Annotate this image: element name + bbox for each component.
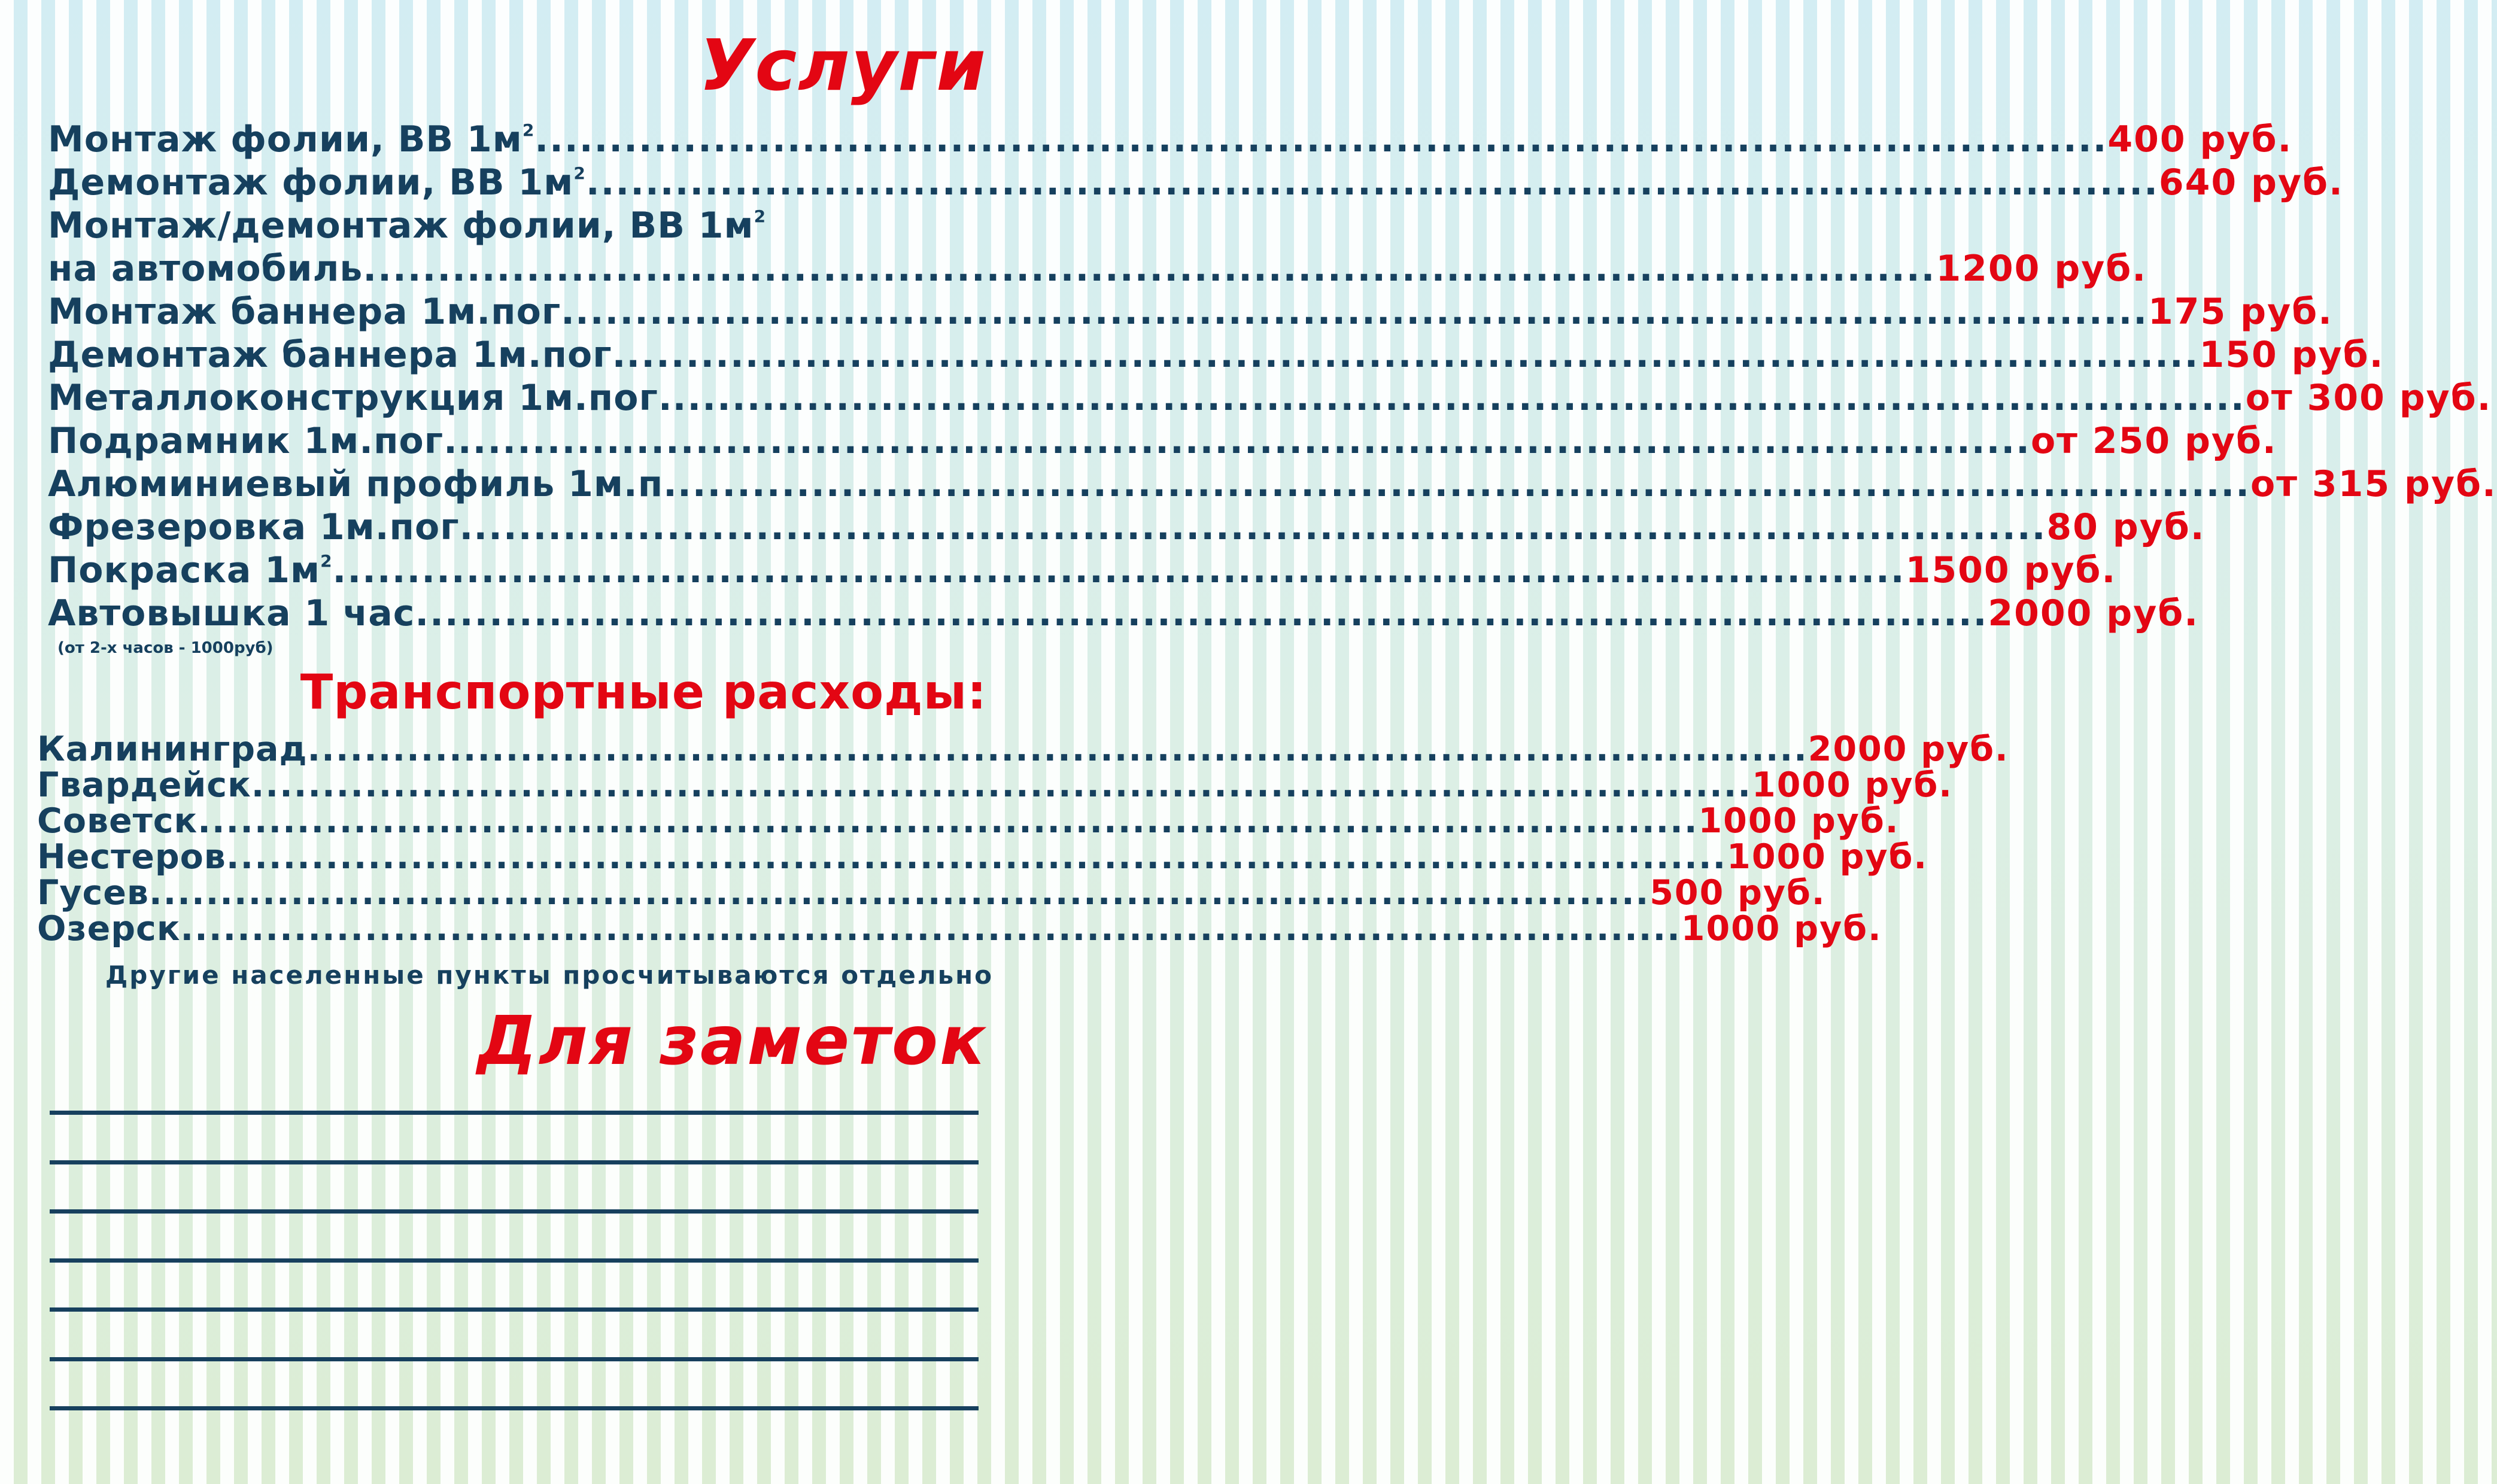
service-row [48, 549, 2117, 591]
transport-title: Транспортные расходы: [300, 664, 987, 720]
transport-price: 1000 руб. [1727, 837, 1928, 877]
transport-price: 500 руб. [1650, 873, 1826, 913]
note-line [50, 1357, 979, 1361]
service-price: от 250 руб. [2030, 420, 2277, 462]
leader-dots: .......................................................................................................... [149, 873, 1650, 913]
service-row [48, 162, 2344, 203]
service-label: Демонтаж баннера 1м.пог. [48, 334, 627, 376]
leader-dots: .......................................................................................................... [677, 463, 2251, 505]
service-price: 400 руб. [2107, 118, 2293, 160]
service-row [48, 592, 2200, 634]
service-label: Автовышка 1 час [48, 592, 415, 634]
note-line [50, 1307, 979, 1312]
leader-dots: .......................................................................................................... [332, 549, 1906, 591]
transport-row [37, 801, 1900, 841]
notes-title: Для заметок [477, 1002, 987, 1080]
service-row [48, 334, 2384, 376]
service-label: Монтаж баннера 1м.пог. [48, 291, 575, 333]
note-line [50, 1209, 979, 1214]
service-label: Демонтаж фолии, ВВ $1м^2$ [48, 162, 586, 203]
transport-row [37, 909, 1882, 948]
transport-row [37, 837, 1928, 877]
service-price: 1200 руб. [1936, 248, 2147, 290]
city-label: Калининград [37, 729, 308, 769]
leader-dots: .......................................................................................................... [575, 291, 2149, 333]
service-row [48, 377, 2492, 419]
service-price: 80 руб. [2046, 506, 2206, 548]
other-locations-note: Другие населенные пункты просчитываются отдельно [105, 960, 994, 990]
note-line [50, 1258, 979, 1263]
city-label: Гвардейск [37, 765, 251, 805]
service-price: 175 руб. [2148, 291, 2333, 333]
leader-dots: .......................................................................................................... [672, 377, 2246, 419]
leader-dots: .......................................................................................................... [180, 909, 1681, 948]
service-price: 150 руб. [2199, 334, 2384, 376]
transport-price: 2000 руб. [1808, 729, 2009, 769]
note-line [50, 1406, 979, 1410]
services-title: Услуги [699, 24, 987, 107]
leader-dots: .......................................................................................................... [198, 801, 1699, 841]
service-label: Покраска $1м^2$ [48, 549, 333, 591]
transport-row [37, 873, 1826, 913]
service-row [48, 291, 2333, 333]
leader-dots: .......................................................................................................... [626, 334, 2200, 376]
service-price: 2000 руб. [1988, 592, 2200, 634]
leader-dots: .......................................................................................................... [457, 420, 2031, 462]
note-line [50, 1160, 979, 1164]
leader-dots: .......................................................................................................... [363, 248, 1936, 290]
service-label: Алюминиевый профиль 1м.п. [48, 463, 678, 505]
aerial-lift-note: (от 2-х часов - 1000руб) [57, 639, 274, 657]
leader-dots: .......................................................................................................... [226, 837, 1727, 877]
transport-row [37, 729, 2009, 769]
service-row [48, 506, 2206, 548]
leader-dots: .......................................................................................................... [473, 506, 2047, 548]
service-row [48, 205, 991, 247]
transport-price: 1000 руб. [1698, 801, 1900, 841]
service-price: 640 руб. [2158, 162, 2344, 203]
leader-dots: .......................................................................................................... [585, 162, 2159, 203]
note-line [50, 1111, 979, 1115]
service-label: Металлоконструкция 1м.пог. [48, 377, 673, 419]
leader-dots: .......................................................................................................... [534, 118, 2108, 160]
service-label: Фрезеровка 1м.пог. [48, 506, 474, 548]
transport-row [37, 765, 1953, 805]
service-price: от 300 руб. [2245, 377, 2492, 419]
service-row [48, 463, 2497, 505]
city-label: Нестеров [37, 837, 226, 877]
service-price: 1500 руб. [1905, 549, 2117, 591]
city-label: Советск [37, 801, 198, 841]
service-label: Монтаж фолии, ВВ $1м^2$ [48, 118, 535, 160]
leader-dots: .......................................................................................................... [307, 729, 1808, 769]
service-label: Монтаж/демонтаж фолии, ВВ $1м^2$ [48, 205, 767, 247]
leader-dots: .......................................................................................................... [415, 592, 1988, 634]
leader-dots: .......................................................................................................... [251, 765, 1752, 805]
service-row [48, 420, 2277, 462]
city-label: Гусев [37, 873, 149, 913]
service-price: от 315 руб. [2250, 463, 2497, 505]
service-row [48, 248, 2147, 290]
service-row [48, 118, 2293, 160]
transport-price: 1000 руб. [1752, 765, 1953, 805]
service-label: Подрамник 1м.пог. [48, 420, 458, 462]
transport-price: 1000 руб. [1681, 909, 1882, 948]
city-label: Озерск [37, 909, 181, 948]
service-label: на автомобиль [48, 248, 363, 290]
